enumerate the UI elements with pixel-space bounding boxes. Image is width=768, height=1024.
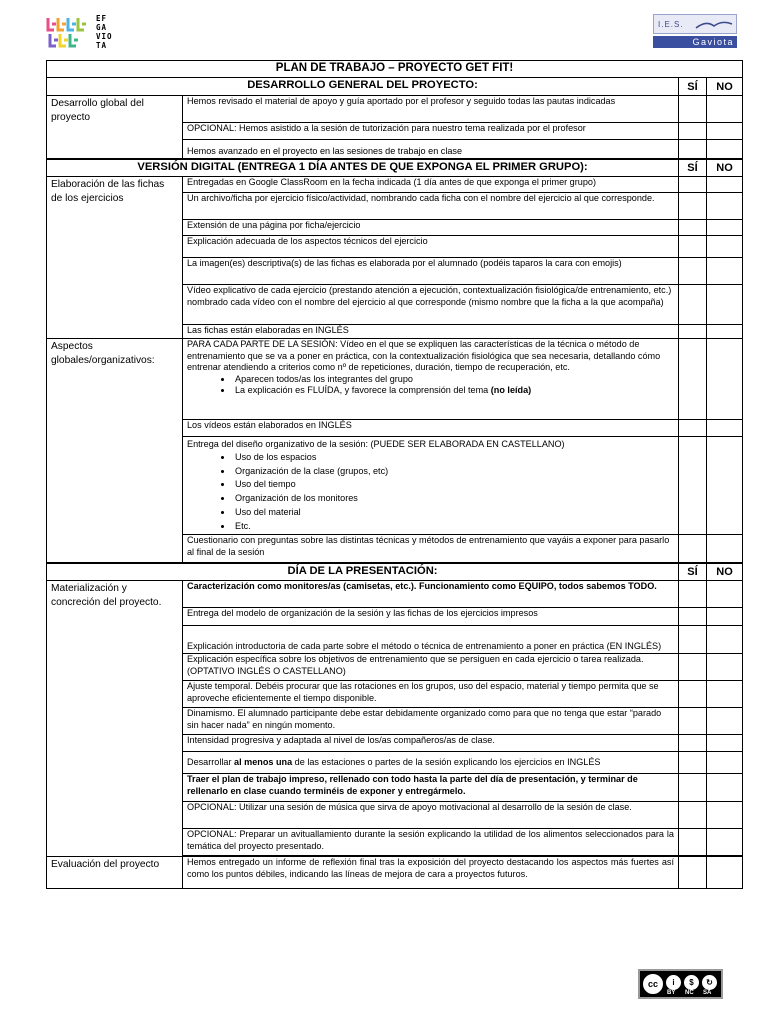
efgaviota-logo [46,14,116,58]
no-checkbox[interactable] [707,437,743,535]
list-item [233,385,674,397]
criterion-video [183,339,679,420]
no-checkbox[interactable] [707,752,743,774]
no-checkbox[interactable] [707,420,743,437]
criterion-text: Explicación introductoria de cada parte sobre el método o técnica de entrenamiento a poner en práctica (EN INGLÉS) [183,626,679,654]
yes-checkbox[interactable] [679,608,707,626]
yes-checkbox[interactable] [679,681,707,708]
list-item: • Organización de la clase (grupos, etc) [233,465,674,479]
criterion-text: Un archivo/ficha por ejercicio físico/actividad, nombrando cada ficha con el nombre del ejercicio al que corresponde. [183,193,679,220]
yes-checkbox[interactable] [679,774,707,802]
yes-checkbox[interactable] [679,220,707,236]
no-checkbox[interactable] [707,258,743,285]
page-title: PLAN DE TRABAJO – PROYECTO GET FIT! [47,61,743,78]
no-checkbox[interactable] [707,681,743,708]
no-checkbox[interactable] [707,325,743,339]
table-row [47,177,743,193]
gull-icon [694,18,734,32]
yes-checkbox[interactable] [679,626,707,654]
by-icon: i [665,974,682,991]
yes-checkbox[interactable] [679,140,707,159]
bullet-list [187,451,674,534]
yes-header: SÍ [679,563,707,581]
yes-checkbox[interactable] [679,437,707,535]
yes-checkbox[interactable] [679,193,707,220]
yes-checkbox[interactable] [679,420,707,437]
logo-gaviota-text: Gaviota [653,36,737,48]
yes-checkbox[interactable] [679,258,707,285]
cc-icon: cc [642,973,664,995]
emphasis-text: (no leída) [490,385,532,396]
criterion-desarrollar [183,752,679,774]
no-checkbox[interactable] [707,735,743,752]
category-cell: Aspectos globales/organizativos: [47,339,183,563]
table-row [47,857,743,889]
yes-checkbox[interactable] [679,535,707,563]
list-item: • Organización de los monitores [233,492,674,506]
yes-checkbox[interactable] [679,654,707,681]
yes-checkbox[interactable] [679,339,707,420]
list-item: • Etc. [233,520,674,534]
no-checkbox[interactable] [707,285,743,325]
yes-header: SÍ [679,78,707,96]
yes-checkbox[interactable] [679,177,707,193]
table-row [47,96,743,123]
nc-label: NC [685,990,694,996]
no-checkbox[interactable] [707,654,743,681]
section-header-row [47,563,743,581]
list-item: • Aparecen todos/as los integrantes del grupo [233,374,674,386]
logo-line-2: GA [96,23,108,32]
criterion-text: Cuestionario con preguntas sobre las distintas técnicas y métodos de entrenamiento que vayáis a exponer para pasarlo al final de la sesión [183,535,679,563]
criterion-text: Entrega del modelo de organización de la sesión y las fichas de los ejercicios impresos [183,608,679,626]
no-checkbox[interactable] [707,708,743,735]
title-row [47,61,743,78]
logo-line-4: TA [96,41,108,50]
criterion-text: de las estaciones o partes de la sesión explicando los ejercicios en INGLÉS [294,756,601,767]
bullet-list [187,374,674,397]
list-item: • Uso de los espacios [233,451,674,465]
no-checkbox[interactable] [707,626,743,654]
ies-gaviota-logo [653,14,737,48]
yes-checkbox[interactable] [679,802,707,829]
category-cell: Evaluación del proyecto [47,857,183,889]
criterion-text: PARA CADA PARTE DE LA SESIÓN: Vídeo en el que se expliquen las características de la técnica o método de entrenamiento que se va a poner en práctica, con la contextualización fisiológica que sea necesaria, detallando cómo entrenar atendiendo a criterios como nº de repeticiones, duración, tiempo de recuperación, etc. [187,339,661,373]
criterion-text: Entregadas en Google ClassRoom en la fecha indicada (1 día antes de que exponga el primer grupo) [183,177,679,193]
work-plan-table [46,60,743,889]
yes-checkbox[interactable] [679,708,707,735]
table-row [47,581,743,608]
logo-figures-icon [46,14,96,54]
no-checkbox[interactable] [707,535,743,563]
table-row [47,339,743,420]
criterion-text: Hemos revisado el material de apoyo y guía aportado por el profesor y seguido todas las pautas indicadas [183,96,679,123]
no-checkbox[interactable] [707,802,743,829]
criterion-text: Dinamismo. El alumnado participante debe estar debidamente organizado como para que no tenga que estar “parado sin hacer nada” en ningún momento. [183,708,679,735]
criterion-text: Ajuste temporal. Debéis procurar que las rotaciones en los grupos, uso del espacio, material y tiempo permita que se aproveche eficientemente el tiempo disponible. [183,681,679,708]
section-heading-general: DESARROLLO GENERAL DEL PROYECTO: [47,78,679,96]
no-checkbox[interactable] [707,608,743,626]
nc-icon: $ [683,974,700,991]
yes-header: SÍ [679,159,707,177]
section-header-row [47,78,743,96]
no-checkbox[interactable] [707,857,743,889]
yes-checkbox[interactable] [679,735,707,752]
no-checkbox[interactable] [707,220,743,236]
yes-checkbox[interactable] [679,857,707,889]
yes-checkbox[interactable] [679,829,707,856]
criterion-text: Los vídeos están elaborados en INGLÉS [183,420,679,437]
criterion-text: Intensidad progresiva y adaptada al nivel de los/as compañeros/as de clase. [183,735,679,752]
no-checkbox[interactable] [707,177,743,193]
no-checkbox[interactable] [707,774,743,802]
criterion-text: La imagen(es) descriptiva(s) de las fichas es elaborada por el alumnado (podéis taparos la cara con emojis) [183,258,679,285]
criterion-text: Hemos entregado un informe de reflexión final tras la exposición del proyecto destacando los aspectos más fuertes así como los puntos débiles, indicando las líneas de mejora de cara a proyectos futuros. [183,857,679,889]
logo-line-1: EF [96,14,108,23]
section-header-row [47,159,743,177]
criterion-text: Explicación específica sobre los objetivos de entrenamiento que se persiguen en cada ejercicio o tarea realizada. (OPTATIVO INGLÉS O CASTELLANO) [183,654,679,681]
list-item: • Uso del material [233,506,674,520]
criterion-text: OPCIONAL: Hemos asistido a la sesión de tutorización para nuestro tema realizada por el profesor [183,123,679,140]
no-header: NO [707,78,743,96]
category-cell: Materialización y concreción del proyecto. [47,581,183,857]
yes-checkbox[interactable] [679,96,707,123]
section-heading-presentation: DÍA DE LA PRESENTACIÓN: [47,563,679,581]
criterion-text: Desarrollar [187,756,232,767]
no-checkbox[interactable] [707,193,743,220]
no-header: NO [707,159,743,177]
yes-checkbox[interactable] [679,581,707,608]
yes-checkbox[interactable] [679,236,707,258]
section-heading-digital: VERSIÓN DIGITAL (ENTREGA 1 DÍA ANTES DE QUE EXPONGA EL PRIMER GRUPO): [47,159,679,177]
sa-icon: ↻ [701,974,718,991]
logo-ies-text: I.E.S. [658,20,684,29]
criterion-text: Hemos avanzado en el proyecto en las sesiones de trabajo en clase [183,140,679,159]
criterion-text: Caracterización como monitores/as (camisetas, etc.). Funcionamiento como EQUIPO, todos sabemos TODO. [183,581,679,608]
creative-commons-badge[interactable] [638,969,723,999]
criterion-text: OPCIONAL: Utilizar una sesión de música que sirva de apoyo motivacional al desarrollo de la sesión de clase. [183,802,679,829]
yes-checkbox[interactable] [679,325,707,339]
logo-top-panel [653,14,737,34]
by-label: BY [667,990,676,996]
no-checkbox[interactable] [707,140,743,159]
yes-checkbox[interactable] [679,123,707,140]
criterion-text: Traer el plan de trabajo impreso, rellenado con todo hasta la parte del día de presentación, y terminar de rellenarlo en clase cuando terminéis de exponer y entregármelo. [183,774,679,802]
criterion-text: Vídeo explicativo de cada ejercicio (prestando atención a ejecución, contextualización fisiológica/de entrenamiento, etc.) nombrado cada vídeo con el nombre del ejercicio al que corresponde (mismo nombre que la ficha a la que acompaña) [183,285,679,325]
list-item-text: La explicación es FLUÍDA, y favorece la comprensión del tema [235,385,489,396]
no-checkbox[interactable] [707,96,743,123]
criterion-text: Entrega del diseño organizativo de la sesión: (PUEDE SER ELABORADA EN CASTELLANO) [187,439,565,449]
no-checkbox[interactable] [707,829,743,856]
no-checkbox[interactable] [707,581,743,608]
emphasis-text: al menos una [234,756,293,767]
criterion-text: Extensión de una página por ficha/ejercicio [183,220,679,236]
no-header: NO [707,563,743,581]
yes-checkbox[interactable] [679,285,707,325]
criterion-text: Explicación adecuada de los aspectos técnicos del ejercicio [183,236,679,258]
sa-label: SA [703,990,712,996]
category-cell: Elaboración de las fichas de los ejercicios [47,177,183,339]
logo-line-3: VIO [96,32,113,41]
criterion-text: OPCIONAL: Preparar un avituallamiento durante la sesión explicando la utilidad de los alimentos seleccionados para la temática del proyecto presentado. [183,829,679,856]
category-cell: Desarrollo global del proyecto [47,96,183,159]
no-checkbox[interactable] [707,123,743,140]
list-item: • Uso del tiempo [233,478,674,492]
no-checkbox[interactable] [707,339,743,420]
criterion-text: Las fichas están elaboradas en INGLÉS [183,325,679,339]
criterion-design [183,437,679,535]
yes-checkbox[interactable] [679,752,707,774]
no-checkbox[interactable] [707,236,743,258]
logo-text [96,14,113,50]
